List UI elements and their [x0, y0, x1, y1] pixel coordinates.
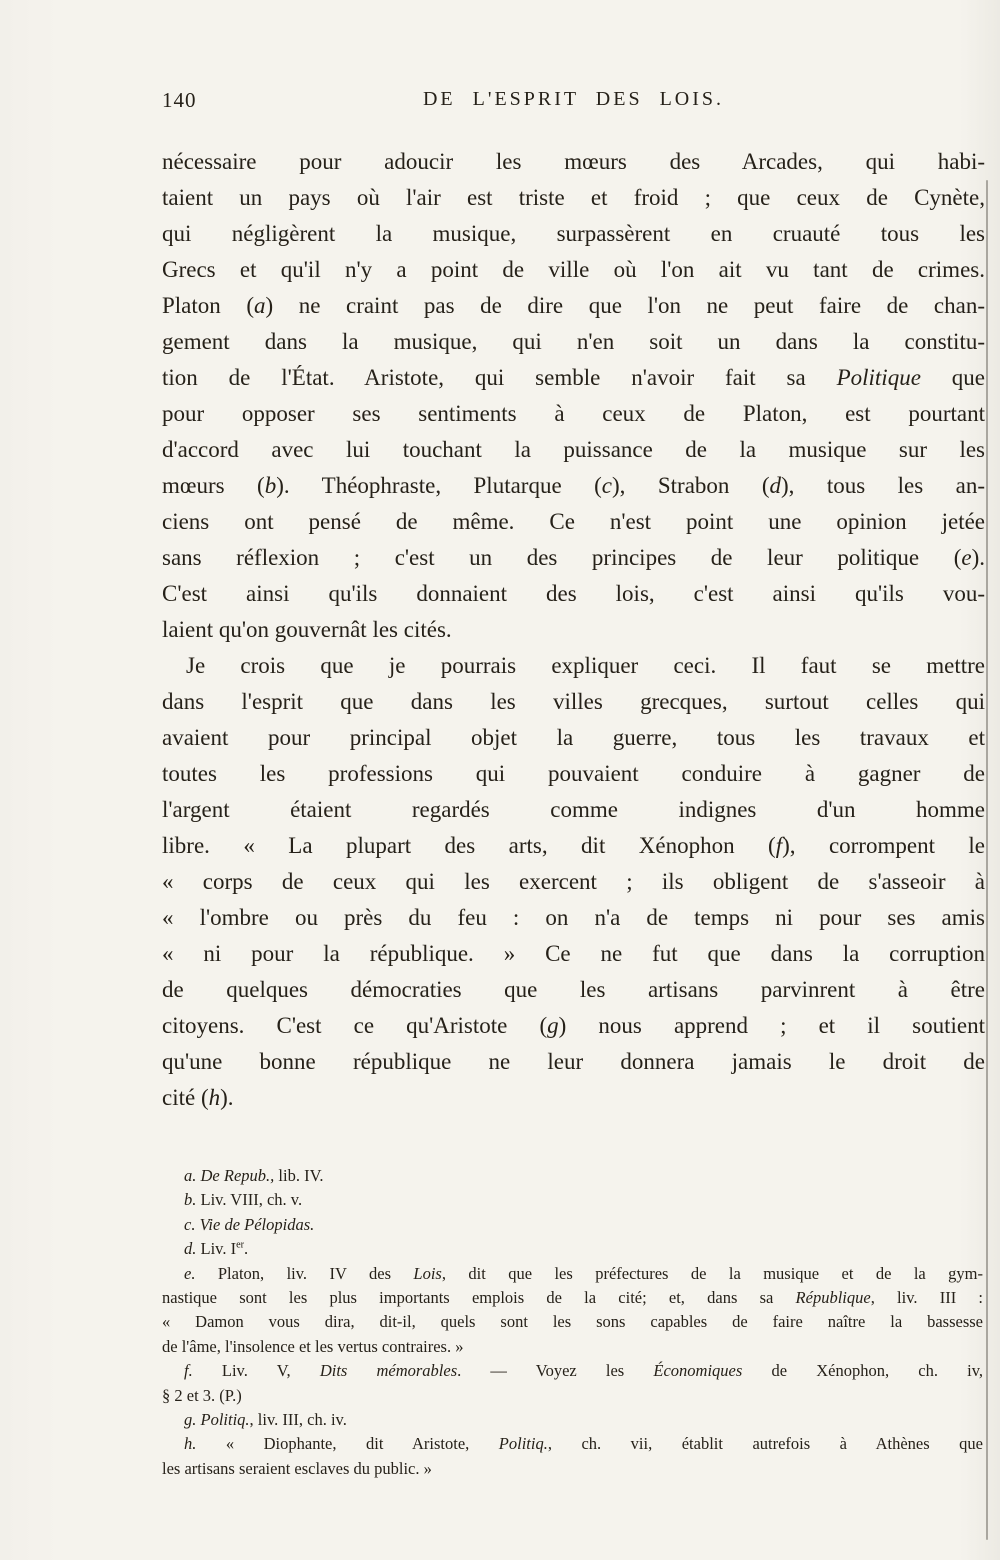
text-run: b [264, 473, 277, 498]
text-line [162, 180, 985, 216]
text-run: cité ( [162, 1085, 209, 1110]
text-run: d [769, 473, 781, 498]
paragraph [162, 144, 985, 648]
text-run: . [244, 1239, 249, 1259]
text-line [162, 936, 985, 972]
text-run: . — Voyez les [457, 1361, 654, 1381]
text-run: sans réflexion ; c'est un des principes de leur politique ( [162, 545, 962, 570]
text-line [162, 1359, 983, 1383]
text-run: « Diophante, dit Aristote, [196, 1434, 499, 1454]
text-line [162, 252, 985, 288]
text-run: ) ne craint pas de dire que l'on ne peut faire de chan- [265, 293, 985, 318]
text-line [162, 468, 985, 504]
text-run: f [775, 833, 783, 858]
text-run: taient un pays où l'air est triste et froid ; que ceux de Cynète, [162, 185, 985, 210]
text-run: h. [184, 1434, 197, 1454]
text-run: qu'une bonne république ne leur donnera jamais le droit de [162, 1049, 985, 1074]
text-run: pour opposer ses sentiments à ceux de Platon, est pourtant [162, 401, 985, 426]
text-run: libre. « La plupart des arts, dit Xénophon ( [162, 833, 776, 858]
text-run: « l'ombre ou près du feu : on n'a de temps ni pour ses amis [162, 905, 985, 930]
text-line [162, 900, 985, 936]
text-line [162, 216, 985, 252]
text-run: c [601, 473, 612, 498]
text-line [162, 1008, 985, 1044]
footnote [162, 1188, 983, 1212]
text-run: h [208, 1085, 221, 1110]
text-run: citoyens. C'est ce qu'Aristote ( [162, 1013, 548, 1038]
text-run: b. [184, 1190, 197, 1210]
text-run: ). Théophraste, Plutarque ( [276, 473, 602, 498]
text-run: nastique sont les plus importants emplois de la cité; et, dans sa [162, 1288, 796, 1308]
text-run: , dit que les préfectures de la musique et de la gym- [441, 1263, 984, 1283]
text-run: Je crois que je pourrais expliquer ceci. Il faut se mettre [186, 653, 985, 678]
text-run: g. Politiq. [184, 1410, 250, 1430]
text-run: « ni pour la république. » Ce ne fut que dans la corruption [162, 941, 985, 966]
text-run: e [961, 545, 972, 570]
text-line [162, 396, 985, 432]
text-run: Politique [836, 365, 921, 390]
body-text [162, 144, 985, 1116]
text-run: ), Strabon ( [612, 473, 770, 498]
text-run: Platon, liv. IV des [195, 1263, 414, 1283]
text-run: § 2 et 3. (P.) [162, 1385, 242, 1405]
text-line [162, 828, 985, 864]
text-run: Grecs et qu'il n'y a point de ville où l'on ait vu tant de crimes. [162, 257, 985, 282]
text-run: « corps de ceux qui les exercent ; ils obligent de s'asseoir à [162, 869, 985, 894]
text-run: Platon ( [162, 293, 254, 318]
text-line [162, 324, 985, 360]
text-line [162, 1237, 983, 1261]
text-run: qui négligèrent la musique, surpassèrent en cruauté tous les [162, 221, 985, 246]
text-run: laient qu'on gouvernât les cités. [162, 617, 452, 642]
text-run: « Damon vous dira, dit-il, quels sont les sons capables de faire naître la bassesse [162, 1312, 983, 1332]
text-run: de l'âme, l'insolence et les vertus contraires. » [162, 1336, 464, 1356]
text-run: les artisans seraient esclaves du public. » [162, 1458, 432, 1478]
text-line [162, 1262, 983, 1286]
text-run: er [236, 1239, 245, 1251]
text-run: Dits mémorables [319, 1361, 458, 1381]
text-line [162, 972, 985, 1008]
text-run: a. De Repub., [184, 1166, 275, 1185]
text-run: , liv. III, ch. iv. [249, 1410, 347, 1430]
footnote [162, 1262, 983, 1360]
text-line [162, 756, 985, 792]
text-run: ), corrompent le [782, 833, 985, 858]
text-run: ciens ont pensé de même. Ce n'est point une opinion jetée [162, 509, 985, 534]
running-title: DE L'ESPRIT DES LOIS. [422, 88, 725, 110]
page-number: 140 [162, 88, 197, 112]
text-run: e. [184, 1263, 196, 1283]
text-run: ). [971, 545, 985, 570]
text-line [162, 1384, 983, 1408]
text-line [162, 1164, 983, 1188]
text-line [162, 144, 985, 180]
text-run: lib. IV. [274, 1166, 324, 1185]
text-line [162, 648, 985, 684]
text-run: mœurs ( [162, 473, 265, 498]
text-line [162, 1188, 983, 1212]
text-line [162, 360, 985, 396]
text-run: que [920, 365, 985, 390]
footnotes [162, 1164, 985, 1481]
text-line [162, 1310, 983, 1334]
text-line [162, 1286, 983, 1310]
text-line [162, 432, 985, 468]
text-line [162, 540, 985, 576]
text-run: Économiques [653, 1361, 743, 1381]
text-run: Politiq. [498, 1434, 548, 1454]
text-run: gement dans la musique, qui n'en soit un dans la constitu- [162, 329, 985, 354]
text-run: République [795, 1288, 871, 1308]
text-run: toutes les professions qui pouvaient conduire à gagner de [162, 761, 985, 786]
text-run: Lois [413, 1263, 442, 1283]
text-run: Liv. I [196, 1239, 237, 1259]
text-run: ) nous apprend ; et il soutient [558, 1013, 985, 1038]
footnote [162, 1408, 983, 1432]
text-run: ), tous les an- [781, 473, 985, 498]
text-line [162, 864, 985, 900]
text-line [162, 576, 985, 612]
text-run: , liv. III : [870, 1288, 983, 1308]
footnote [162, 1359, 983, 1408]
text-run: d'accord avec lui touchant la puissance de la musique sur les [162, 437, 985, 462]
text-run: Liv. V, [192, 1361, 320, 1381]
text-line [162, 1432, 983, 1456]
text-run: nécessaire pour adoucir les mœurs des Arcades, qui habi- [162, 149, 985, 174]
text-line [162, 720, 985, 756]
text-run: l'argent étaient regardés comme indignes d'un homme [162, 797, 985, 822]
text-run: de Xénophon, ch. iv, [742, 1361, 983, 1381]
text-run: d. [184, 1239, 197, 1259]
text-line [162, 288, 985, 324]
text-line [162, 1457, 983, 1481]
text-line [162, 504, 985, 540]
text-line [162, 1044, 985, 1080]
text-run: g [547, 1013, 559, 1038]
text-line [162, 1335, 983, 1359]
footnote [162, 1432, 983, 1481]
text-run: a [254, 293, 266, 318]
footnote [162, 1164, 983, 1188]
text-line [162, 1080, 985, 1116]
paragraph [162, 648, 985, 1116]
footnote [162, 1213, 983, 1237]
text-line [162, 1408, 983, 1432]
text-run: c. Vie de Pélopidas. [184, 1214, 315, 1234]
text-line [162, 684, 985, 720]
text-run: dans l'esprit que dans les villes grecques, surtout celles qui [162, 689, 985, 714]
text-run: avaient pour principal objet la guerre, tous les travaux et [162, 725, 985, 750]
footnote [162, 1237, 983, 1261]
text-line [162, 612, 985, 648]
text-run: de quelques démocraties que les artisans parvinrent à être [162, 977, 985, 1002]
text-run: C'est ainsi qu'ils donnaient des lois, c'est ainsi qu'ils vou- [162, 581, 985, 606]
text-run: Liv. VIII, ch. v. [196, 1190, 303, 1210]
text-run: f. [184, 1361, 193, 1381]
text-run: , ch. vii, établit autrefois à Athènes que [547, 1434, 983, 1454]
page-header [162, 88, 985, 116]
text-line [162, 792, 985, 828]
text-run: tion de l'État. Aristote, qui semble n'avoir fait sa [162, 365, 837, 390]
text-line [162, 1213, 983, 1237]
text-run: ). [220, 1085, 234, 1110]
